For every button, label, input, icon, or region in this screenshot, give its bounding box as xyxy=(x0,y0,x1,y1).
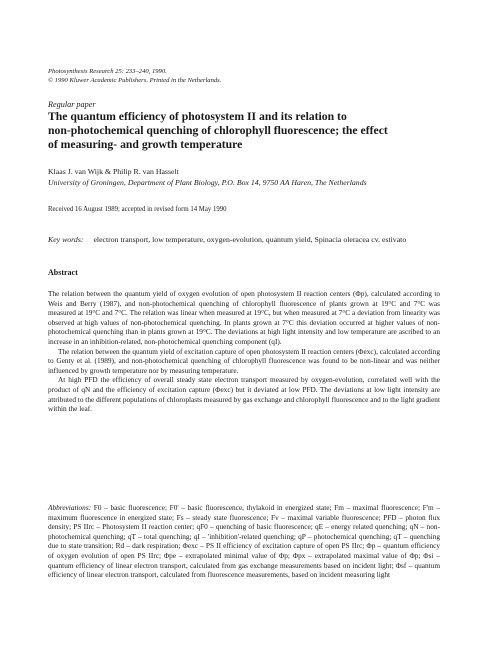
paper-type: Regular paper xyxy=(48,100,96,109)
received-dates: Received 16 August 1989; accepted in revised form 14 May 1990 xyxy=(48,206,227,213)
title-line: The quantum efficiency of photosystem II and its relation to xyxy=(48,110,347,123)
abbreviations xyxy=(48,503,440,580)
keywords-text: electron transport, low temperature, oxygen-evolution, quantum yield, Spinacia oleracea cv. estivato xyxy=(93,235,407,244)
abbreviations-text: F0 – basic fluorescence; F0' – basic fluorescence, thylakoid in energized state; Fm – maximal fluorescence; F'm – maximum fluorescence in energized state; Fs – steady state fluorescence; Fv – maximal variable fluorescence; PFD – photon flux density; PS IIrc – Photosystem II reaction center; qF0 – quenching of basic fluorescence; qE – energy related quenching; qN – non-photochemical quenching; qT – total quenching; qI – 'inhibition'-related quenching; qP – photochemical quenching; qT – quenching due to state transition; Rd – dark respiration; Φexc – PS II efficiency of excitation capture of open PS IIrc; Φp – quantum efficiency of oxygen evolution of open PS IIrc; Φpe – extrapolated minimal value of Φp; Φpx – extrapolated maximal value of Φp; Φsi – quantum efficiency of linear electron transport, calculated from gas exchange measurements based on incident light; Φsf – quantum efficiency of linear electron transport, calculated from fluorescence measurements, based on incident measuring light xyxy=(48,503,440,580)
authors: Klaas J. van Wijk & Philip R. van Hasselt xyxy=(48,167,179,176)
keywords-label: Key words: xyxy=(48,235,84,244)
abstract-heading: Abstract xyxy=(48,268,78,277)
abbreviations-label: Abbreviations: xyxy=(48,503,92,512)
title-line: non-photochemical quenching of chlorophyll fluorescence; the effect xyxy=(48,124,388,137)
abstract-paragraph: At high PFD the efficiency of overall steady state electron transport measured by oxygen-evolution, correlated well with the product of qN and the efficiency of excitation capture (Φexc) but it deviated at low PFD. The deviations at low light intensity are attributed to the different populations of chloroplasts measured by gas exchange and chlorophyll fluorescence and to the light gradient within the leaf. xyxy=(48,375,440,414)
abstract-paragraph: The relation between the quantum yield of oxygen evolution of open photosystem II reaction centers (Φp), calculated according to Weis and Berry (1987), and non-photochemical quenching of chlorophyll fluorescence of plants grown at 19°C and 7°C was measured at 19°C and 7°C. The relation was linear when measured at 19°C, but when measured at 7°C a deviation from linearity was observed at high values of non-photochemical quenching. In plants grown at 7°C this deviation occurred at higher values of non-photochemical quenching than in plants grown at 19°C. The deviations at high light intensity and low temperature are ascribed to an increase in an inhibition-related, non-photochemical quenching component (qI). xyxy=(48,289,440,346)
journal-copyright: © 1990 Kluwer Academic Publishers. Printed in the Netherlands. xyxy=(48,76,222,84)
abstract-body xyxy=(48,289,440,414)
journal-header xyxy=(48,68,440,85)
abstract-paragraph: The relation between the quantum yield of excitation capture of open photosystem II reaction centers (Φexc), calculated according to Genty et al. (1989), and non-photochemical quenching of chlorophyll fluorescence was found to be non-linear and was neither influenced by growth temperature nor by measuring temperature. xyxy=(48,346,440,375)
journal-citation: Photosynthesis Research 25: 233–240, 1990. xyxy=(48,68,167,75)
keywords xyxy=(48,235,440,246)
title-line: of measuring- and growth temperature xyxy=(48,138,243,151)
affiliation: University of Groningen, Department of Plant Biology, P.O. Box 14, 9750 AA Haren, The Netherlands xyxy=(48,178,367,187)
paper-title xyxy=(48,110,448,152)
